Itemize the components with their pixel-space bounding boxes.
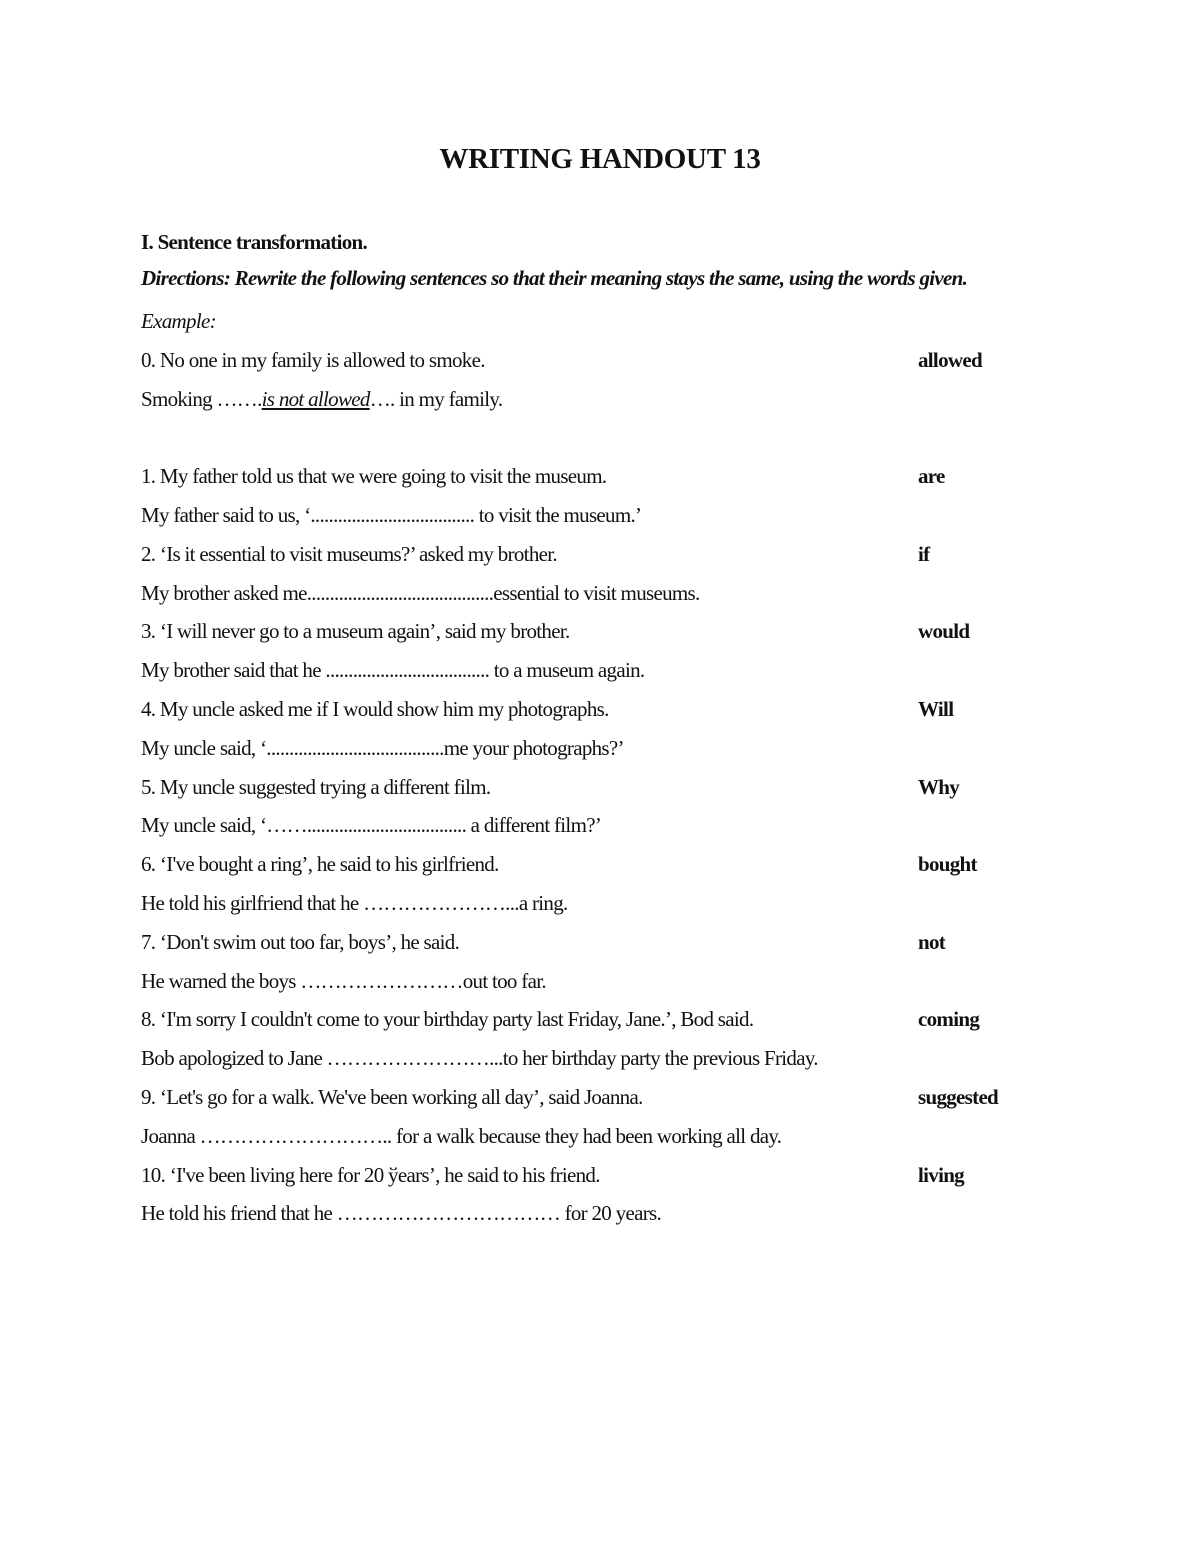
example-prompt (141, 341, 1061, 380)
item-rewrite[interactable] (141, 729, 1061, 768)
item-prompt (141, 1078, 1061, 1117)
rewrite-text: Bob apologized to Jane ……………………...to her birthday party the previous Friday. (141, 1046, 818, 1071)
directions: Directions: Rewrite the following sentences so that their meaning stays the same, using the words given. (141, 266, 968, 290)
prompt-text: 4. My uncle asked me if I would show him my photographs. (141, 696, 609, 721)
keyword: Will (918, 696, 954, 721)
example-label: Example: (141, 309, 216, 333)
exercise-section (141, 226, 1061, 1233)
item-prompt (141, 845, 1061, 884)
item-prompt (141, 1000, 1061, 1039)
answer-fill: is not allowed (261, 386, 370, 411)
spacer (141, 418, 1061, 457)
prompt-text: 2. ‘Is it essential to visit museums?’ asked my brother. (141, 541, 557, 566)
prompt-text: 0. No one in my family is allowed to smoke. (141, 347, 485, 372)
prompt-text: 3. ‘I will never go to a museum again’, said my brother. (141, 619, 570, 644)
item-rewrite[interactable] (141, 496, 1061, 535)
prompt-text: 9. ‘Let's go for a walk. We've been working all day’, said Joanna. (141, 1084, 643, 1109)
section-heading: I. Sentence transformation. (141, 230, 368, 254)
item-rewrite[interactable] (141, 884, 1061, 923)
keyword: not (918, 929, 946, 954)
prompt-text: 5. My uncle suggested trying a different film. (141, 774, 491, 799)
rewrite-text: My brother asked me.........................................essential to visit museums. (141, 580, 700, 605)
rewrite-text: My father said to us, ‘.................................... to visit the museum.’ (141, 502, 642, 527)
keyword: would (918, 619, 970, 644)
item-rewrite[interactable] (141, 574, 1061, 613)
rewrite-text: Joanna ……………………….. for a walk because they had been working all day. (141, 1123, 782, 1148)
page-title: WRITING HANDOUT 13 (439, 143, 761, 175)
prompt-text: 6. ‘I've bought a ring’, he said to his girlfriend. (141, 852, 499, 877)
item-rewrite[interactable] (141, 1117, 1061, 1156)
item-prompt (141, 535, 1061, 574)
item-rewrite[interactable] (141, 806, 1061, 845)
exercise-items (141, 457, 1061, 1233)
item-rewrite[interactable] (141, 962, 1061, 1001)
prompt-text: 8. ‘I'm sorry I couldn't come to your birthday party last Friday, Jane.’, Bod said. (141, 1007, 754, 1032)
item-prompt (141, 457, 1061, 496)
prompt-text: 7. ‘Don't swim out too far, boys’, he said. (141, 929, 460, 954)
prompt-text: 1. My father told us that we were going to visit the museum. (141, 464, 607, 489)
keyword: suggested (918, 1084, 999, 1109)
rewrite-text: My brother said that he .................................... to a museum again. (141, 658, 645, 683)
keyword: are (918, 464, 945, 489)
keyword: Why (918, 774, 960, 799)
item-rewrite[interactable] (141, 651, 1061, 690)
rewrite-text: My uncle said, ‘.......................................me your photographs?’ (141, 735, 624, 760)
rewrite-text: He told his girlfriend that he …………………...a ring. (141, 890, 568, 915)
prompt-text: 10. ‘I've been living here for 20 ўears’, he said to his friend. (141, 1162, 600, 1187)
answer-before: Smoking ……. (141, 386, 262, 411)
answer-after: …. in my family. (369, 386, 503, 411)
keyword: coming (918, 1007, 980, 1032)
keyword: living (918, 1162, 964, 1187)
example-answer (141, 380, 1061, 419)
rewrite-text: He told his friend that he …………………………… for 20 years. (141, 1201, 662, 1226)
item-rewrite[interactable] (141, 1039, 1061, 1078)
rewrite-text: He warned the boys ……………………out too far. (141, 968, 546, 993)
item-rewrite[interactable] (141, 1194, 1061, 1233)
item-prompt (141, 612, 1061, 651)
keyword: allowed (918, 347, 982, 372)
item-prompt (141, 690, 1061, 729)
keyword: bought (918, 852, 977, 877)
rewrite-text: My uncle said, ‘……................................... a different film?’ (141, 813, 602, 838)
item-prompt (141, 923, 1061, 962)
item-prompt (141, 768, 1061, 807)
item-prompt (141, 1156, 1061, 1195)
keyword: if (918, 541, 930, 566)
